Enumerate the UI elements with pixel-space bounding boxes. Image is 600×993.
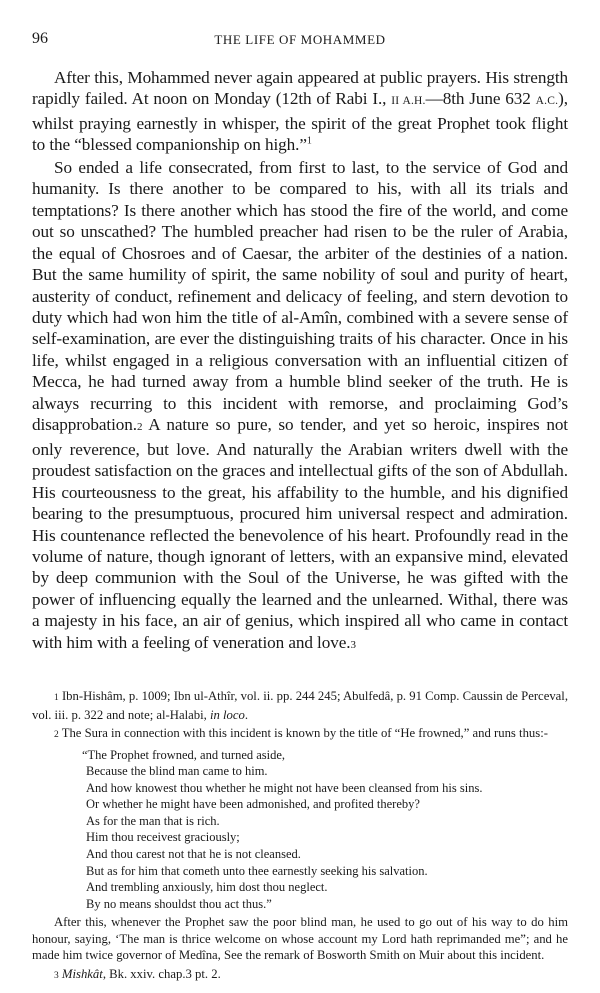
- page-number: 96: [32, 30, 48, 47]
- page-header: [32, 30, 568, 50]
- footnote-1-end: .: [244, 707, 249, 722]
- footnote-2: [32, 725, 568, 744]
- footnote-ref-1[interactable]: 1: [306, 135, 312, 147]
- paragraph-2: [32, 157, 568, 656]
- date-ac: A.C.: [535, 95, 559, 108]
- quote-line: But as for him that cometh unto thee earnestly seeking his salvation.: [86, 863, 428, 878]
- quote-line: “The Prophet frowned, and turned aside,: [82, 747, 286, 762]
- footnote-1-text: Ibn-Hishâm, p. 1009; Ibn ul-Athîr, vol. ii. pp. 244 245; Abulfedâ, p. 91 Comp. Caussin de Perceval, vol. iii. p. 322 and note; al-Halabi,: [32, 689, 568, 722]
- date-ah: II A.H.: [391, 95, 426, 108]
- footnote-1-italic: in loco: [209, 707, 245, 722]
- paragraph-1-text-c: ), whilst praying earnestly in whisper, the spirit of the great Prophet took flight to the “blessed companionship on high.”: [32, 89, 568, 155]
- footnote-1-mark: 1: [54, 693, 59, 703]
- footnote-2-mark: 2: [54, 730, 59, 740]
- footnote-3-text: , Bk. xxiv. chap.3 pt. 2.: [102, 966, 221, 981]
- paragraph-2-text-a: So ended a life consecrated, from first to last, to the service of God and humanity. Is there another to be compared to his, with all its trials and temptations? Is there another which has stood the fire of the world, and come out so unscathed? The humbled preacher had risen to be the ruler of Arabia, the equal of Chosroes and of Caesar, the arbiter of the destinies of a nation. But the same humility of spirit, the same nobility of soul and purity of heart, austerity of conduct, refinement and delicacy of feeling, and stern devotion to duty which had won him the title of al-Amîn, combined with a severe sense of self-examination, are ever the distinguishing traits of his character. Once in his life, whilst engaged in a religious conversation with an influential citizen of Mecca, he had turned away from a humble blind seeker of the truth. He is always recurring to this incident with remorse, and proclaiming God’s disapprobation.: [32, 157, 568, 435]
- quote-line: By no means shouldst thou act thus.”: [86, 896, 272, 911]
- footnote-ref-3[interactable]: 3: [350, 638, 356, 651]
- footnote-3: [32, 966, 568, 985]
- footnotes: [32, 688, 568, 984]
- paragraph-1: [32, 67, 568, 156]
- quote-line: And thou carest not that he is not cleansed.: [86, 847, 301, 862]
- footnote-2-continuation: After this, whenever the Prophet saw the poor blind man, he used to go out of his way to do him honour, saying, ‘The man is thrice welcome on whose account my Lord hath reprimanded me”; and he made him twice governor of Medîna, See the remark of Bosworth Smith on Muir about this incident.: [32, 915, 568, 963]
- footnote-3-mark: 3: [54, 970, 59, 981]
- quote-line: Him thou receivest graciously;: [86, 830, 240, 845]
- paragraph-1-text-b: —8th June 632: [425, 89, 536, 109]
- footnote-3-italic: Mishkât: [61, 966, 103, 981]
- footnote-1: [32, 688, 568, 723]
- paragraph-1-text-a: After this, Mohammed never again appeared at public prayers. His strength rapidly failed. At noon on Monday (12th of Rabi I.,: [32, 68, 568, 109]
- quote-line: And trembling anxiously, him dost thou neglect.: [86, 880, 328, 895]
- paragraph-2-text-b: A nature so pure, so tender, and yet so heroic, inspires not only reverence, but love. And naturally the Arabian writers dwell with the proudest satisfaction on the graces and intellectual gifts of the son of Abdullah. His courteousness to the great, his affability to the humble, and his dignified bearing to the presumptuous, procured him universal respect and admiration. His countenance reflected the benevolence of his heart. Profoundly read in the volume of nature, though ignorant of letters, with an expansive mind, elevated by deep communion with the Soul of the Universe, he was gifted with the power of influencing equally the learned and the unlearned. Withal, there was a majesty in his face, an air of genius, which inspired all who came in contact with him with a feeling of veneration and love.: [32, 415, 568, 652]
- footnote-ref-2[interactable]: 2: [136, 421, 143, 434]
- quote-line: And how knowest thou whether he might not have been cleansed from his sins.: [86, 780, 483, 795]
- sura-quote: [82, 747, 568, 913]
- quote-line: Because the blind man came to him.: [86, 764, 268, 779]
- quote-line: As for the man that is rich.: [86, 813, 220, 828]
- running-title: THE LIFE OF MOHAMMED: [214, 32, 386, 47]
- quote-line: Or whether he might have been admonished, and profited thereby?: [86, 797, 420, 812]
- footnote-2-text: The Sura in connection with this incident is known by the title of “He frowned,” and runs thus:-: [58, 726, 548, 740]
- main-text: [32, 67, 568, 656]
